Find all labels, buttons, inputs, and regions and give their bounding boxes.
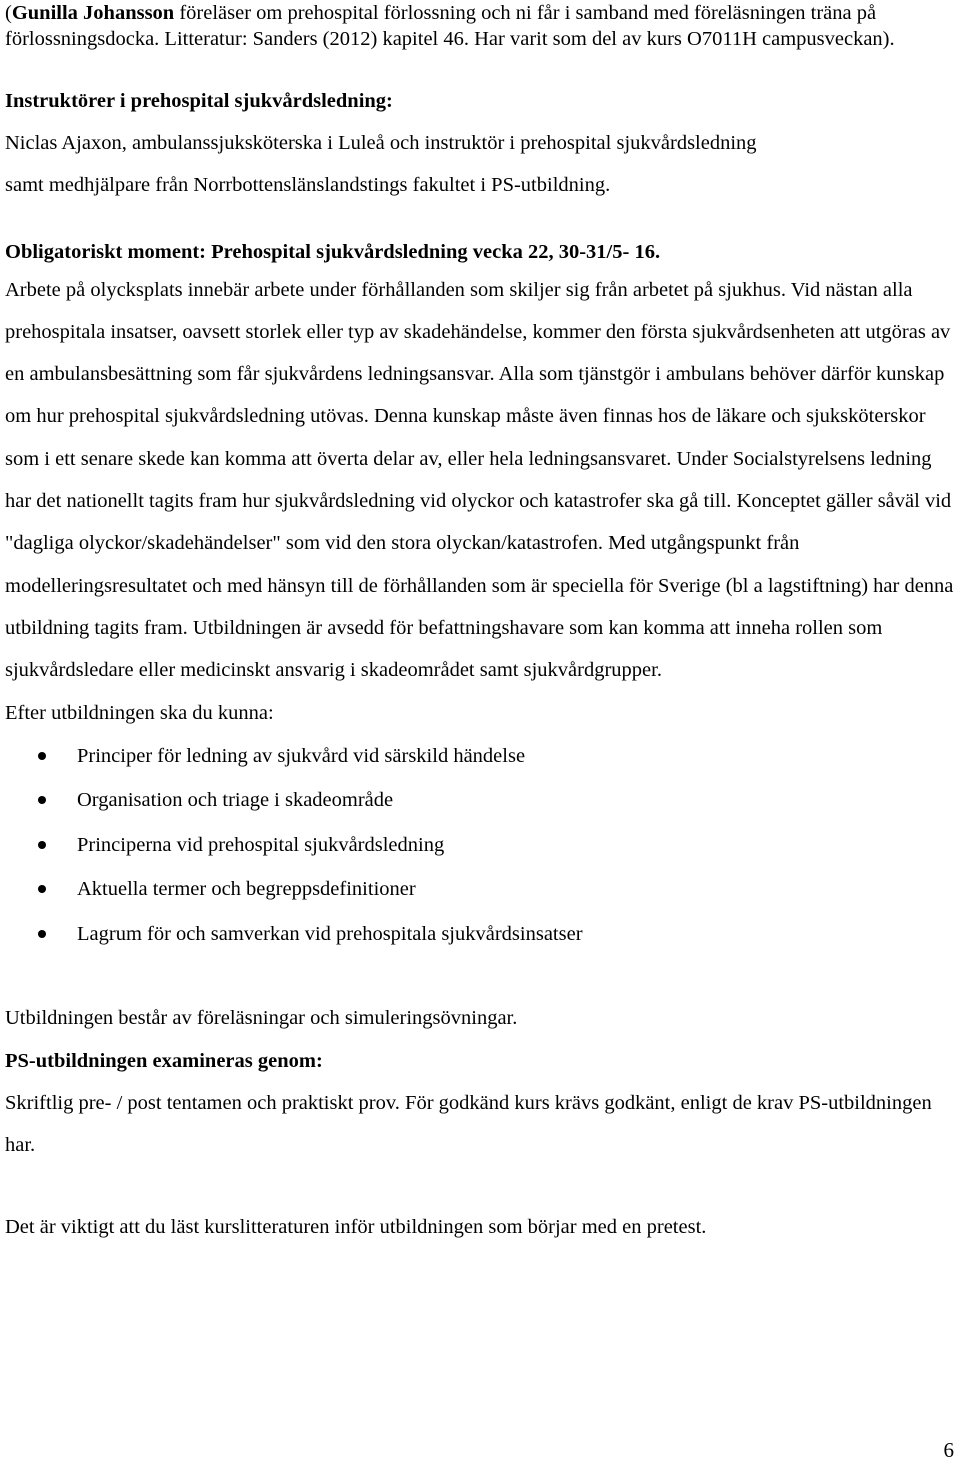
bullet-icon xyxy=(38,752,46,760)
exam-body: Skriftlig pre- / post tentamen och praktiskt prov. För godkänd kurs krävs godkänt, enligt de krav PS-utbildningen har. xyxy=(5,1091,932,1156)
intro-paragraph: (Gunilla Johansson föreläser om prehospital förlossning och ni får i samband med föreläsningen träna på förlossningsdocka. Litteratur: Sanders (2012) kapitel 46. Har varit som del av kurs O7011H campusveckan). xyxy=(5,2,895,50)
list-item: Lagrum för och samverkan vid prehospitala sjukvårdsinsatser xyxy=(5,912,955,957)
bullet-icon xyxy=(38,930,46,938)
instructors-line-2: samt medhjälpare från Norrbottenslänslandstings fakultet i PS-utbildning. xyxy=(5,174,611,197)
list-item: Principerna vid prehospital sjukvårdsledning xyxy=(5,823,955,868)
list-item: Organisation och triage i skadeområde xyxy=(5,778,955,823)
outcomes-intro: Efter utbildningen ska du kunna: xyxy=(5,701,274,724)
format-text: Utbildningen består av föreläsningar och simuleringsövningar. xyxy=(5,1007,518,1030)
bullet-icon xyxy=(38,841,46,849)
bullet-icon xyxy=(38,885,46,893)
list-item: Principer för ledning av sjukvård vid särskild händelse xyxy=(5,734,955,779)
instructors-heading: Instruktörer i prehospital sjukvårdsledning: xyxy=(5,90,393,112)
outcomes-list xyxy=(5,734,955,957)
mandatory-body: Arbete på olycksplats innebär arbete under förhållanden som skiljer sig från arbetet på sjukhus. Vid nästan alla prehospitala insatser, oavsett storlek eller typ av skadehändelse, kommer den första sjukvårdsenheten att utgöras av en ambulansbesättning som får sjukvårdens ledningsansvar. Alla som tjänstgör i ambulans behöver därför kunskap om hur prehospital sjukvårdsledning utövas. Denna kunskap måste även finnas hos de läkare och sjuksköterskor som i ett senare skede kan komma att överta delar av, eller hela ledningsansvaret. Under Socialstyrelsens ledning har det nationellt tagits fram hur sjukvårdsledning vid olyckor och katastrofer ska gå till. Konceptet gäller såväl vid "dagliga olyckor/skadehändelser" som vid den stora olyckan/katastrofen. Med utgångspunkt från modelleringsresultatet och med hänsyn till de förhållanden som är speciella för Sverige (bl a lagstiftning) har denna utbildning tagits fram. Utbildningen är avsedd för befattningshavare som kan komma att inneha rollen som sjukvårdsledare eller medicinskt ansvarig i skadeområdet samt sjukvårdgrupper. xyxy=(5,278,954,682)
exam-heading: PS-utbildningen examineras genom: xyxy=(5,1049,323,1072)
mandatory-heading: Obligatoriskt moment: Prehospital sjukvårdsledning vecka 22, 30-31/5- 16. xyxy=(5,240,661,263)
intro-text: föreläser om prehospital förlossning och ni får i samband med föreläsningen träna på förlossningsdocka. Litteratur: Sanders (2012) kapitel 46. Har varit som del av kurs O7011H campusveckan). xyxy=(5,2,895,50)
instructors-line-1: Niclas Ajaxon, ambulanssjuksköterska i Luleå och instruktör i prehospital sjukvårdsledning xyxy=(5,132,757,154)
document-page xyxy=(5,0,955,1249)
page-number: 6 xyxy=(943,1438,954,1462)
lecturer-name: Gunilla Johansson xyxy=(11,2,175,24)
list-item: Aktuella termer och begreppsdefinitioner xyxy=(5,867,955,912)
bullet-icon xyxy=(38,796,46,804)
literature-note: Det är viktigt att du läst kurslitteraturen inför utbildningen som börjar med en pretest. xyxy=(5,1216,707,1239)
